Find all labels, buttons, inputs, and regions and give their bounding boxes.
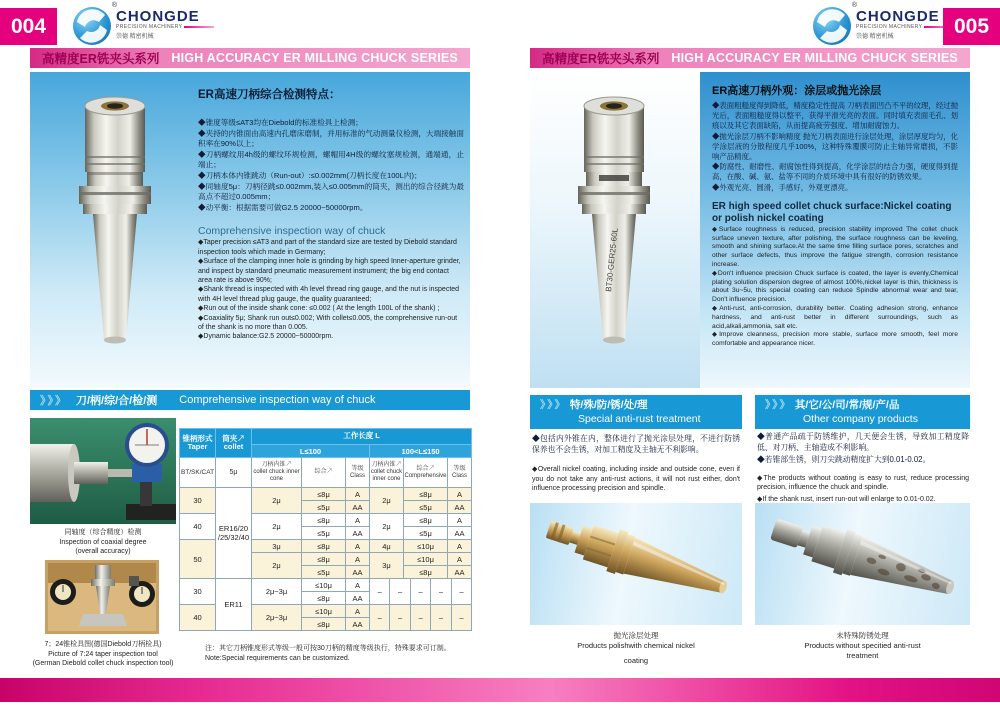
table-cell: AA xyxy=(448,566,472,579)
coating-panel xyxy=(700,72,970,388)
panel-bullet-zh: ◆锥度等级≤AT3均在Diebold的标准检具上检测； xyxy=(198,118,363,127)
caption-line: Products polishwith chemical nickel xyxy=(577,641,695,650)
caption-line: Products without specitied anti-rust xyxy=(804,641,921,650)
body-zh: ◆若锥部生锈，则刀尖跳动精度扩大到0.01-0.02。 xyxy=(757,455,931,465)
table-cell-no-data: – – – – – xyxy=(370,579,472,605)
table-cell: 刀柄内锥↗ collet chuck inner cone xyxy=(252,458,302,488)
globe-icon xyxy=(72,2,117,46)
caption-line: treatment xyxy=(846,651,879,660)
taper-inspection-tool-photo xyxy=(45,560,159,634)
photo-caption xyxy=(755,631,970,661)
table-cell: ≤5μ xyxy=(302,501,346,514)
panel-bullet-en: ◆Taper precision ≤AT3 and part of the standard size are tested by Diebold standard inspection tools which made in Germany; xyxy=(198,239,457,256)
table-cell: ER11 xyxy=(216,579,252,631)
col-header-l100: L≤100 xyxy=(252,445,370,458)
footer-bar xyxy=(0,678,1000,702)
table-cell: 30 xyxy=(180,488,216,514)
coaxial-inspection-photo xyxy=(30,418,176,524)
table-cell: ER16/20 /25/32/40 xyxy=(216,488,252,579)
panel-title-en: ER high speed collet chuck surface:Nickel coating or polish nickel coating xyxy=(712,200,952,224)
chevrons-icon: 》》》 xyxy=(40,395,68,407)
series-title-bar-left xyxy=(30,48,470,68)
inspection-text-block xyxy=(198,86,464,342)
panel-bullet-en: ◆Shank thread is inspected with 4h level thread ring gauge, and the nut is inspected with 4H level thread plug gauge, the quality guaranteed; xyxy=(198,286,460,303)
col-header-working-length: 工作长度 L xyxy=(252,429,472,445)
table-cell: ≤8μ xyxy=(302,488,346,501)
table-cell: A xyxy=(346,579,370,592)
section-header-inspection xyxy=(30,390,470,410)
series-title-bar-right xyxy=(530,48,970,68)
panel-bullet-en: ◆Don't influence precision Chuck surface is coated, the layer is evenly,Chemical plating solution dispersion degree of almost 100%,nickel layer is thin, thickness is about 3u~5u, this special coating can reduce Spindle abnormal wear and tear, Don't influence precision. xyxy=(712,269,958,304)
panel-bullet-zh: ◆表面粗糙度得到降低，精度稳定性提高 刀柄表面凹凸不平的纹理，经过抛光后，表面粗糙度得以整平，获得平滑光亮的表面。同时填充表面毛孔、划痕以及其它表面缺陷，从而提高疲劳强度、增加耐腐蚀力。 xyxy=(712,101,958,131)
col-header-collet: 筒夹↗ collet xyxy=(216,429,252,458)
table-cell: 5μ xyxy=(216,458,252,488)
panel-bullet-en: ◆Run out of the inside shank cone: ≤0.002 ( At the length 100L of the shank) ; xyxy=(198,305,440,313)
brand-name: CHONGDE xyxy=(856,8,940,25)
body-en: ◆If the shank rust, insert run-out will enlarge to 0.01-0.02. xyxy=(757,495,936,503)
panel-bullet-zh: ◆刀柄螺纹用4h级的螺纹环规检测，螺帽用4H级的螺纹塞规检测，通端通，止端止； xyxy=(198,149,464,170)
panel-title-zh: ER高速刀柄外观：涂层或抛光涂层 xyxy=(712,85,882,97)
table-note xyxy=(205,644,451,663)
brand-accent-line xyxy=(184,26,214,28)
panel-bullet-zh: ◆夹持的内锥面由高速内孔磨床磨制，并用标准的气动测量仪检测，大端接触面积率在90%以上； xyxy=(198,128,464,149)
panel-bullet-en: ◆Surface roughness is reduced, precision stability improved The collet chuck surface uneven texture, after polishing, the surface roughness can be leveling, smooth and shining surface.At the same time filling surface pores, scratches and other surface defects, thus improve the fatigue strength, corrosion resistance increase. xyxy=(712,225,958,269)
panel-bullet-en: ◆Coaxiality 5μ; Shank run out≤0.002; With collet≤0.005, the comprehensive run-out of the shank is no more than 0.005. xyxy=(198,314,458,331)
caption-line: 同轴度（综合精度）检测 xyxy=(64,529,142,536)
series-title-zh: 高精度ER铣夹头系列 xyxy=(542,52,660,66)
table-cell: ≤8μ xyxy=(404,566,448,579)
table-cell: ≤10μ xyxy=(302,605,346,618)
table-cell: 40 xyxy=(180,514,216,540)
table-cell: 综合↗ xyxy=(302,458,346,488)
table-cell: 刀柄内锥↗ collet chuck inner cone xyxy=(370,458,404,488)
table-cell: 综合↗ Comprehensive xyxy=(404,458,448,488)
note-en: Note:Special requirements can be customized. xyxy=(205,654,350,662)
brand-name-zh: 崇德 精密机械 xyxy=(116,34,154,40)
series-title-zh: 高精度ER铣夹头系列 xyxy=(42,52,160,66)
panel-bullet-en: ◆Improve cleanness, precision more stable, surface more smooth, feel more comfortable and appearance nicer. xyxy=(712,331,958,348)
panel-bullet-en: ◆Anti-rust, anti-corrosion, durability better. Coating adhesion strong, enhance hardness, and anti-rust better in different surroundings, such as acid,alkali,ammonia, salt etc. xyxy=(712,305,958,330)
caption-line: 7；24锥检具图(德国Diebold刀柄检具) xyxy=(44,641,162,648)
table-cell: 3μ xyxy=(252,540,302,553)
caption-line: (overall accuracy) xyxy=(75,548,131,556)
table-cell: A xyxy=(346,514,370,527)
table-cell: ≤5μ xyxy=(302,527,346,540)
globe-icon xyxy=(812,2,857,46)
table-cell: ≤8μ xyxy=(302,618,346,631)
panel-title-en: Comprehensive inspection way of chuck xyxy=(198,225,386,238)
spec-table xyxy=(179,428,472,631)
table-cell: 2μ~3μ xyxy=(252,579,302,605)
table-cell: AA xyxy=(346,501,370,514)
panel-title-zh: ER高速刀柄综合检测特点： xyxy=(198,89,341,101)
section-title-zh: 特/殊/防/锈/处/理 xyxy=(569,399,648,411)
collet-chuck-photo xyxy=(40,80,190,380)
section-header-other-products xyxy=(755,395,970,429)
table-cell: ≤10μ xyxy=(302,579,346,592)
table-cell: A xyxy=(346,553,370,566)
table-cell: ≤8μ xyxy=(404,514,448,527)
untreated-product-photo xyxy=(755,503,970,625)
table-cell: 30 xyxy=(180,579,216,605)
photo-caption xyxy=(8,640,198,669)
collet-chuck-photo xyxy=(558,80,670,380)
table-cell: 3μ xyxy=(370,553,404,579)
page-number-left: 004 xyxy=(0,8,57,45)
coating-text-block xyxy=(712,82,958,349)
body-en: ◆The products without coating is easy to rust, reduce processing precision, influence the chuck and spindle. xyxy=(757,474,969,492)
table-cell: ≤8μ xyxy=(404,488,448,501)
table-cell: AA xyxy=(346,566,370,579)
table-cell: BT/SK/CAT xyxy=(180,458,216,488)
table-cell: A xyxy=(346,540,370,553)
coated-chuck-photo-area xyxy=(530,72,700,388)
chevrons-icon: 》》》 xyxy=(540,399,567,411)
col-header-taper: 锥柄形式 Taper xyxy=(180,429,216,458)
section-title-en: Special anti-rust treatment xyxy=(578,413,701,425)
note-zh: 注：其它刀柄锥度形式等级一般可按30刀柄的精度等级执行，特殊要求可订制。 xyxy=(205,645,451,652)
nickel-coated-product-photo xyxy=(530,503,742,625)
chevrons-icon: 》》》 xyxy=(765,399,792,411)
table-cell: A xyxy=(448,514,472,527)
brand-text xyxy=(856,6,954,40)
caption-line: Inspection of coaxial degree xyxy=(59,538,147,546)
table-cell: ≤8μ xyxy=(302,514,346,527)
inspection-panel xyxy=(30,72,470,388)
table-cell: 等级 Class xyxy=(346,458,370,488)
table-cell: ≤5μ xyxy=(404,501,448,514)
table-cell: AA xyxy=(346,618,370,631)
brand-logo xyxy=(812,2,954,46)
panel-bullet-zh: ◆同轴度5μ：刀柄径跳≤0.002mm,装入≤0.005mm的筒夹，测出的综合径跳为最高点不超过0.005mm； xyxy=(198,181,464,202)
section-title-en: Other company products xyxy=(803,413,918,425)
panel-bullet-zh: ◆刀柄本体内锥跳动（Run-out）:≤0.002mm(刀柄长度在100L内)； xyxy=(198,170,422,180)
section-title-en: Comprehensive inspection way of chuck xyxy=(179,394,376,406)
table-cell-no-data: – – – – – xyxy=(370,605,472,631)
antirust-body xyxy=(532,434,740,493)
table-cell: A xyxy=(448,540,472,553)
table-cell: 2μ xyxy=(252,553,302,579)
product-model-label: BT30-GER25-60L xyxy=(604,227,620,293)
table-cell: AA xyxy=(448,501,472,514)
brand-logo xyxy=(72,2,214,46)
body-zh: ◆普通产品疏于防锈维护，几天便会生锈，导致加工精度降低、对刀柄、主轴造成不利影响。 xyxy=(757,432,969,452)
table-cell: A xyxy=(346,488,370,501)
table-cell: ≤8μ xyxy=(302,553,346,566)
table-cell: 2μ xyxy=(252,488,302,514)
registered-mark: ® xyxy=(111,2,117,9)
table-cell: AA xyxy=(346,592,370,605)
caption-line: 未特殊防锈处理 xyxy=(836,631,889,640)
series-title-en: HIGH ACCURACY ER MILLING CHUCK SERIES xyxy=(171,51,458,65)
table-cell: A xyxy=(448,488,472,501)
caption-line: (German Diebold collet chuck inspection tool) xyxy=(32,660,174,668)
table-cell: 4μ xyxy=(370,540,404,553)
panel-bullet-zh: ◆外观光亮、圆滑，手感好，外观更漂亮。 xyxy=(712,182,853,192)
registered-mark: ® xyxy=(851,2,857,9)
body-zh: ◆包括内外锥在内，整体进行了抛光涂层处理，不进行防锈保养也不会生锈，对加工精度及主轴无不利影响。 xyxy=(532,434,740,454)
panel-bullet-zh: ◆防腐性、耐磨性、耐腐蚀性得到提高，化学涂层的结合力强，硬度得到提高，在酸、碱、氨、盐等不同的介质环境中具有很好的防锈效果。 xyxy=(712,162,958,182)
body-en: ◆Overall nickel coating, including inside and outside cone, even if you do not take any anti-rust actions, it will not rust either, don't influence processing precision and spindle. xyxy=(532,466,740,492)
brand-subtitle-text: PRECISION MACHINERY xyxy=(116,24,183,30)
table-cell: ≤5μ xyxy=(404,527,448,540)
table-cell: ≤8μ xyxy=(302,592,346,605)
caption-line: Picture of 7:24 taper inspection tool xyxy=(48,650,158,658)
table-cell: 2μ xyxy=(370,514,404,540)
table-cell: ≤10μ xyxy=(404,553,448,566)
section-header-antirust xyxy=(530,395,742,429)
section-title-zh: 其/它/公/司/常/规/产/品 xyxy=(794,399,900,411)
table-cell: 等级 Class xyxy=(448,458,472,488)
table-cell: A xyxy=(448,553,472,566)
photo-caption xyxy=(18,528,188,557)
table-cell: 2μ xyxy=(370,488,404,514)
photo-caption xyxy=(530,631,742,666)
table-cell: 2μ~3μ xyxy=(252,605,302,631)
table-cell: 50 xyxy=(180,540,216,579)
table-cell: ≤5μ xyxy=(302,566,346,579)
page-number-right: 005 xyxy=(943,8,1000,45)
brand-subtitle-text: PRECISION MACHINERY xyxy=(856,24,923,30)
panel-bullet-en: ◆Surface of the clamping inner hole is grinding by high speed Inner-aperture grinder, and inspect by standard pneumatic measurement instrument; the big end contact area rate is above 90%; xyxy=(198,258,461,284)
table-cell: 40 xyxy=(180,605,216,631)
spec-table-wrap xyxy=(179,428,472,631)
table-cell: AA xyxy=(448,527,472,540)
panel-bullet-zh: ◆动平衡：根据需要可做G2.5 20000~50000rpm。 xyxy=(198,202,368,212)
other-products-body xyxy=(757,432,969,504)
table-cell: ≤8μ xyxy=(302,540,346,553)
panel-bullet-zh: ◆抛光涂层刀柄不影响精度 抛光刀柄表面进行涂层处理，涂层厚度均匀，化学涂层液的分散程度几乎100%，这种特殊覆膜可防止主轴异常磨损，不影响产品精度。 xyxy=(712,131,958,162)
panel-bullet-en: ◆Dynamic balance:G2.5 20000~50000rpm. xyxy=(198,333,334,341)
caption-line: 抛光涂层处理 xyxy=(613,631,659,640)
brand-name: CHONGDE xyxy=(116,8,200,25)
brand-name-zh: 崇德 精密机械 xyxy=(856,34,894,40)
table-cell: AA xyxy=(346,527,370,540)
table-cell: A xyxy=(346,605,370,618)
brand-text xyxy=(116,6,214,40)
caption-line: coating xyxy=(623,656,649,665)
col-header-l150: 100<L≤150 xyxy=(370,445,472,458)
section-title-zh: 刀/柄/综/合/检/测 xyxy=(76,395,158,407)
table-cell: 2μ xyxy=(252,514,302,540)
table-cell: ≤10μ xyxy=(404,540,448,553)
series-title-en: HIGH ACCURACY ER MILLING CHUCK SERIES xyxy=(671,51,958,65)
